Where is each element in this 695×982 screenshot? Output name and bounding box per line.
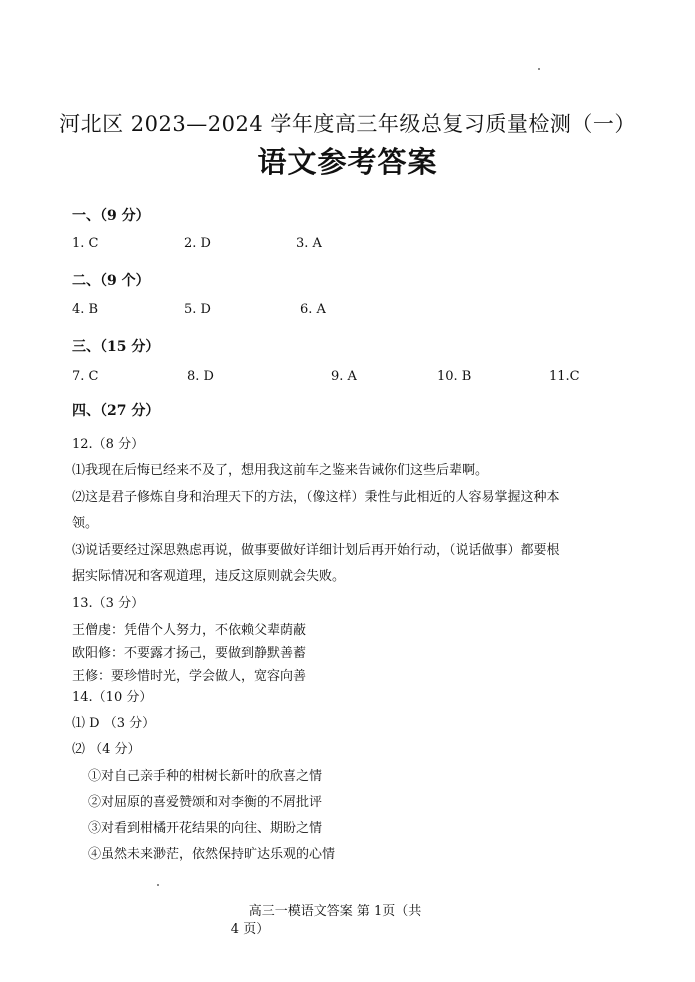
answer-item: 5. D	[184, 302, 211, 317]
answer-paragraph: ⑶说话要经过深思熟虑再说，做事要做好详细计划后再开始行动，（说话做事）都要根	[72, 543, 560, 558]
section-heading: 一、（9 分）	[72, 208, 150, 224]
answer-item: 1. C	[72, 236, 99, 251]
section-heading: 四、（27 分）	[72, 403, 160, 419]
answer-line: ⑴ D （3 分）	[72, 716, 156, 731]
section-heading: 二、（9 个）	[72, 273, 150, 289]
list-item: ①对自己亲手种的柑树长新叶的欣喜之情	[88, 769, 323, 784]
question-label: 13.（3 分）	[72, 596, 145, 611]
answer-paragraph: ⑵这是君子修炼自身和治理天下的方法，（像这样）秉性与此相近的人容易掌握这种本	[72, 490, 560, 505]
scan-speck	[157, 884, 159, 886]
answer-item: 8. D	[187, 369, 214, 384]
answer-item: 2. D	[184, 236, 211, 251]
list-item: ④虽然未来渺茫，依然保持旷达乐观的心情	[88, 847, 336, 862]
answer-line: 王修：要珍惜时光，学会做人，宽容向善	[72, 669, 307, 684]
answer-paragraph-cont: 领。	[72, 516, 99, 531]
answer-item: 7. C	[72, 369, 99, 384]
list-item: ②对屈原的喜爱赞颂和对李衡的不屑批评	[88, 795, 323, 810]
question-label: 14.（10 分）	[72, 690, 153, 705]
answer-item: 9. A	[331, 369, 357, 384]
answer-item: 4. B	[72, 302, 99, 317]
document-subtitle: 语文参考答案	[257, 145, 438, 179]
page-footer: 高三一模语文答案 第 1页（共	[248, 904, 422, 919]
answer-item: 10. B	[437, 369, 472, 384]
answer-item: 3. A	[296, 236, 322, 251]
scan-speck	[538, 68, 540, 70]
answer-line: 王僧虔：凭借个人努力，不依赖父辈荫蔽	[72, 623, 307, 638]
answer-paragraph: ⑴我现在后悔已经来不及了，想用我这前车之鉴来告诫你们这些后辈啊。	[72, 463, 489, 478]
answer-item: 11.C	[549, 369, 580, 384]
question-label: 12.（8 分）	[72, 437, 145, 452]
answer-line: 欧阳修：不要露才扬己，要做到静默善蓄	[72, 646, 307, 661]
answer-paragraph-cont: 据实际情况和客观道理，违反这原则就会失败。	[72, 569, 346, 584]
list-item: ③对看到柑橘开花结果的向往、期盼之情	[88, 821, 323, 836]
answer-line: ⑵ （4 分）	[72, 742, 141, 757]
answer-item: 6. A	[300, 302, 326, 317]
page-footer-cont: 4 页）	[230, 922, 270, 937]
document-title: 河北区 2023—2024 学年度高三年级总复习质量检测（一）	[59, 112, 636, 136]
section-heading: 三、（15 分）	[72, 339, 160, 355]
